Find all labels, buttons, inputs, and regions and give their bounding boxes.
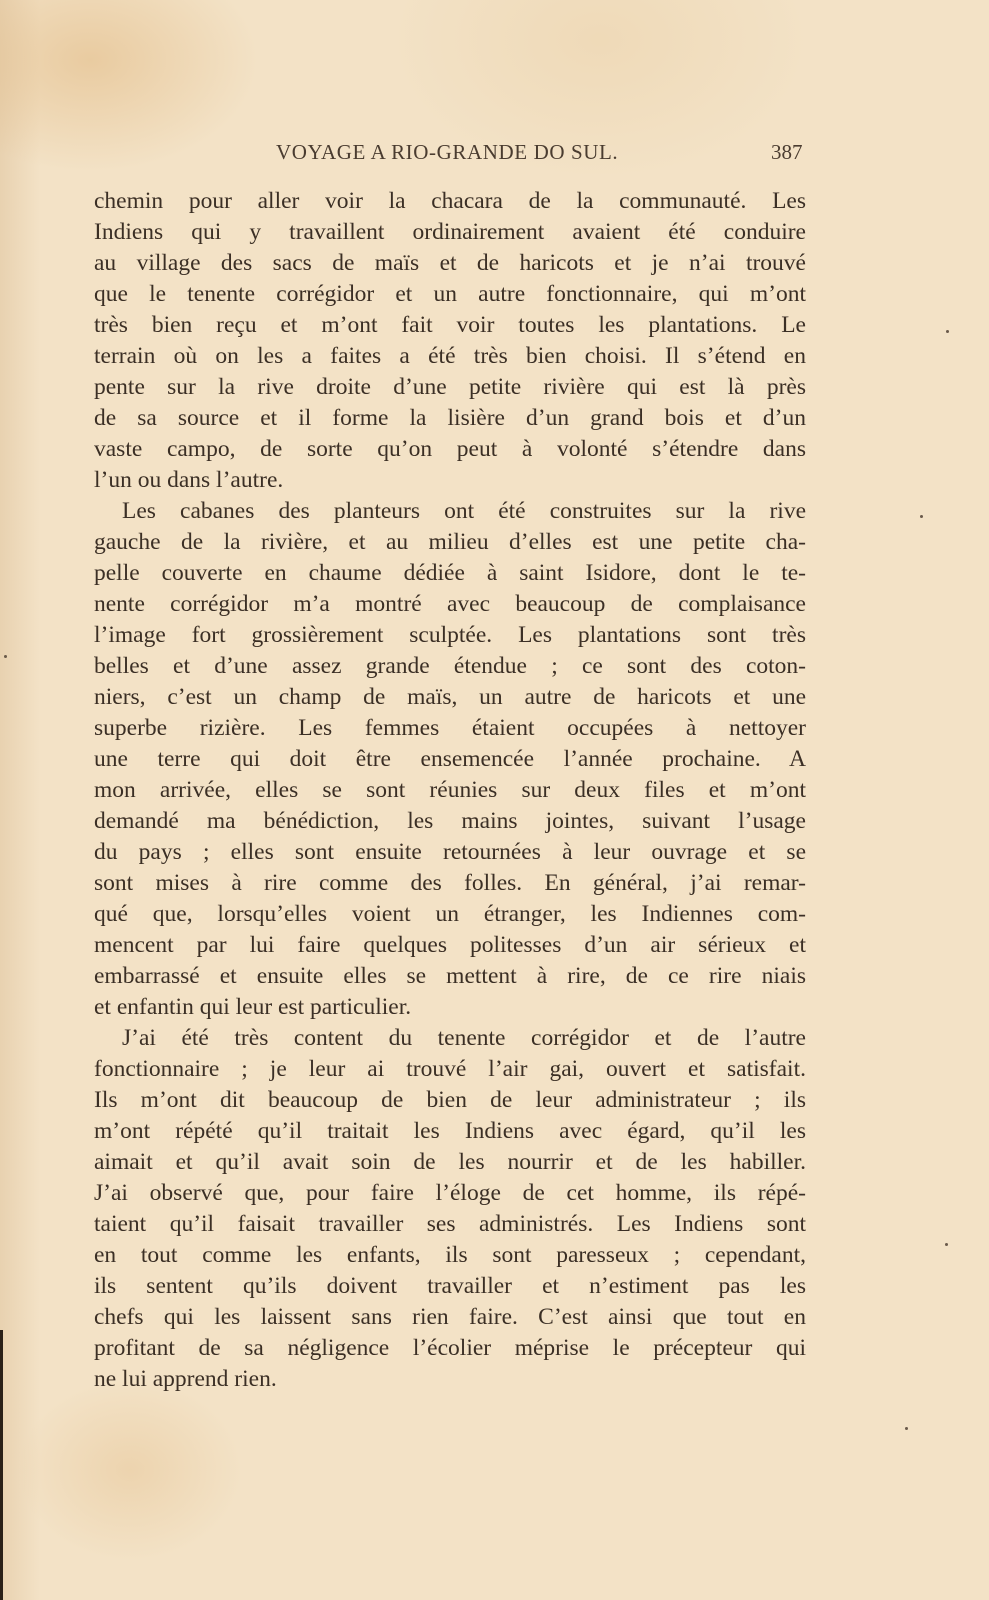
text-line: une terre qui doit être ensemencée l’année prochaine. A <box>94 746 806 772</box>
text-line: Indiens qui y travaillent ordinairement avaient été conduire <box>94 219 806 245</box>
text-line: que le tenente corrégidor et un autre fonctionnaire, qui m’ont <box>94 281 806 307</box>
text-line: Ils m’ont dit beaucoup de bien de leur administrateur ; ils <box>94 1087 806 1113</box>
body-text <box>94 186 806 1395</box>
text-line: nente corrégidor m’a montré avec beaucoup de complaisance <box>94 591 806 617</box>
text-line: pelle couverte en chaume dédiée à saint Isidore, dont le te- <box>94 560 806 586</box>
page-number: 387 <box>771 140 803 164</box>
paragraph-1 <box>94 186 806 496</box>
text-line: superbe rizière. Les femmes étaient occupées à nettoyer <box>94 715 806 741</box>
paper-speck <box>905 1427 908 1430</box>
text-line: J’ai observé que, pour faire l’éloge de cet homme, ils répé- <box>94 1180 806 1206</box>
text-line: sont mises à rire comme des folles. En général, j’ai remar- <box>94 870 806 896</box>
paper-speck <box>4 655 7 658</box>
paper-speck <box>946 330 949 333</box>
text-line: chefs qui les laissent sans rien faire. C’est ainsi que tout en <box>94 1304 806 1330</box>
text-line: qué que, lorsqu’elles voient un étranger, les Indiennes com- <box>94 901 806 927</box>
text-line: de sa source et il forme la lisière d’un grand bois et d’un <box>94 405 806 431</box>
text-line: ils sentent qu’ils doivent travailler et n’estiment pas les <box>94 1273 806 1299</box>
text-line: niers, c’est un champ de maïs, un autre de haricots et une <box>94 684 806 710</box>
text-line: du pays ; elles sont ensuite retournées à leur ouvrage et se <box>94 839 806 865</box>
text-line: mon arrivée, elles se sont réunies sur deux files et m’ont <box>94 777 806 803</box>
text-line: J’ai été très content du tenente corrégidor et de l’autre <box>122 1025 806 1051</box>
text-line: ne lui apprend rien. <box>94 1366 277 1392</box>
text-line: taient qu’il faisait travailler ses administrés. Les Indiens sont <box>94 1211 806 1237</box>
text-line: chemin pour aller voir la chacara de la communauté. Les <box>94 188 806 214</box>
text-line: au village des sacs de maïs et de haricots et je n’ai trouvé <box>94 250 806 276</box>
text-line: profitant de sa négligence l’écolier méprise le précepteur qui <box>94 1335 806 1361</box>
text-line: l’image fort grossièrement sculptée. Les plantations sont très <box>94 622 806 648</box>
running-head <box>0 136 989 166</box>
text-line: mencent par lui faire quelques politesses d’un air sérieux et <box>94 932 806 958</box>
text-line: pente sur la rive droite d’une petite rivière qui est là près <box>94 374 806 400</box>
running-title: VOYAGE A RIO-GRANDE DO SUL. <box>276 140 619 164</box>
paragraph-2 <box>94 496 806 1023</box>
text-line: terrain où on les a faites a été très bien choisi. Il s’étend en <box>94 343 806 369</box>
text-line: demandé ma bénédiction, les mains jointes, suivant l’usage <box>94 808 806 834</box>
text-line: aimait et qu’il avait soin de les nourrir et de les habiller. <box>94 1149 806 1175</box>
text-line: et enfantin qui leur est particulier. <box>94 994 412 1020</box>
text-line: embarrassé et ensuite elles se mettent à rire, de ce rire niais <box>94 963 806 989</box>
text-line: Les cabanes des planteurs ont été construites sur la rive <box>122 498 806 524</box>
text-line: fonctionnaire ; je leur ai trouvé l’air gai, ouvert et satisfait. <box>94 1056 806 1082</box>
text-line: belles et d’une assez grande étendue ; ce sont des coton- <box>94 653 806 679</box>
text-line: vaste campo, de sorte qu’on peut à volonté s’étendre dans <box>94 436 806 462</box>
paper-speck <box>920 515 923 518</box>
text-line: très bien reçu et m’ont fait voir toutes les plantations. Le <box>94 312 806 338</box>
paragraph-3 <box>94 1023 806 1395</box>
text-line: m’ont répété qu’il traitait les Indiens avec égard, qu’il les <box>94 1118 806 1144</box>
text-line: gauche de la rivière, et au milieu d’elles est une petite cha- <box>94 529 806 555</box>
paper-speck <box>945 1243 948 1246</box>
page-spine-edge <box>0 1330 3 1600</box>
text-line: en tout comme les enfants, ils sont paresseux ; cependant, <box>94 1242 806 1268</box>
text-line: l’un ou dans l’autre. <box>94 467 284 493</box>
